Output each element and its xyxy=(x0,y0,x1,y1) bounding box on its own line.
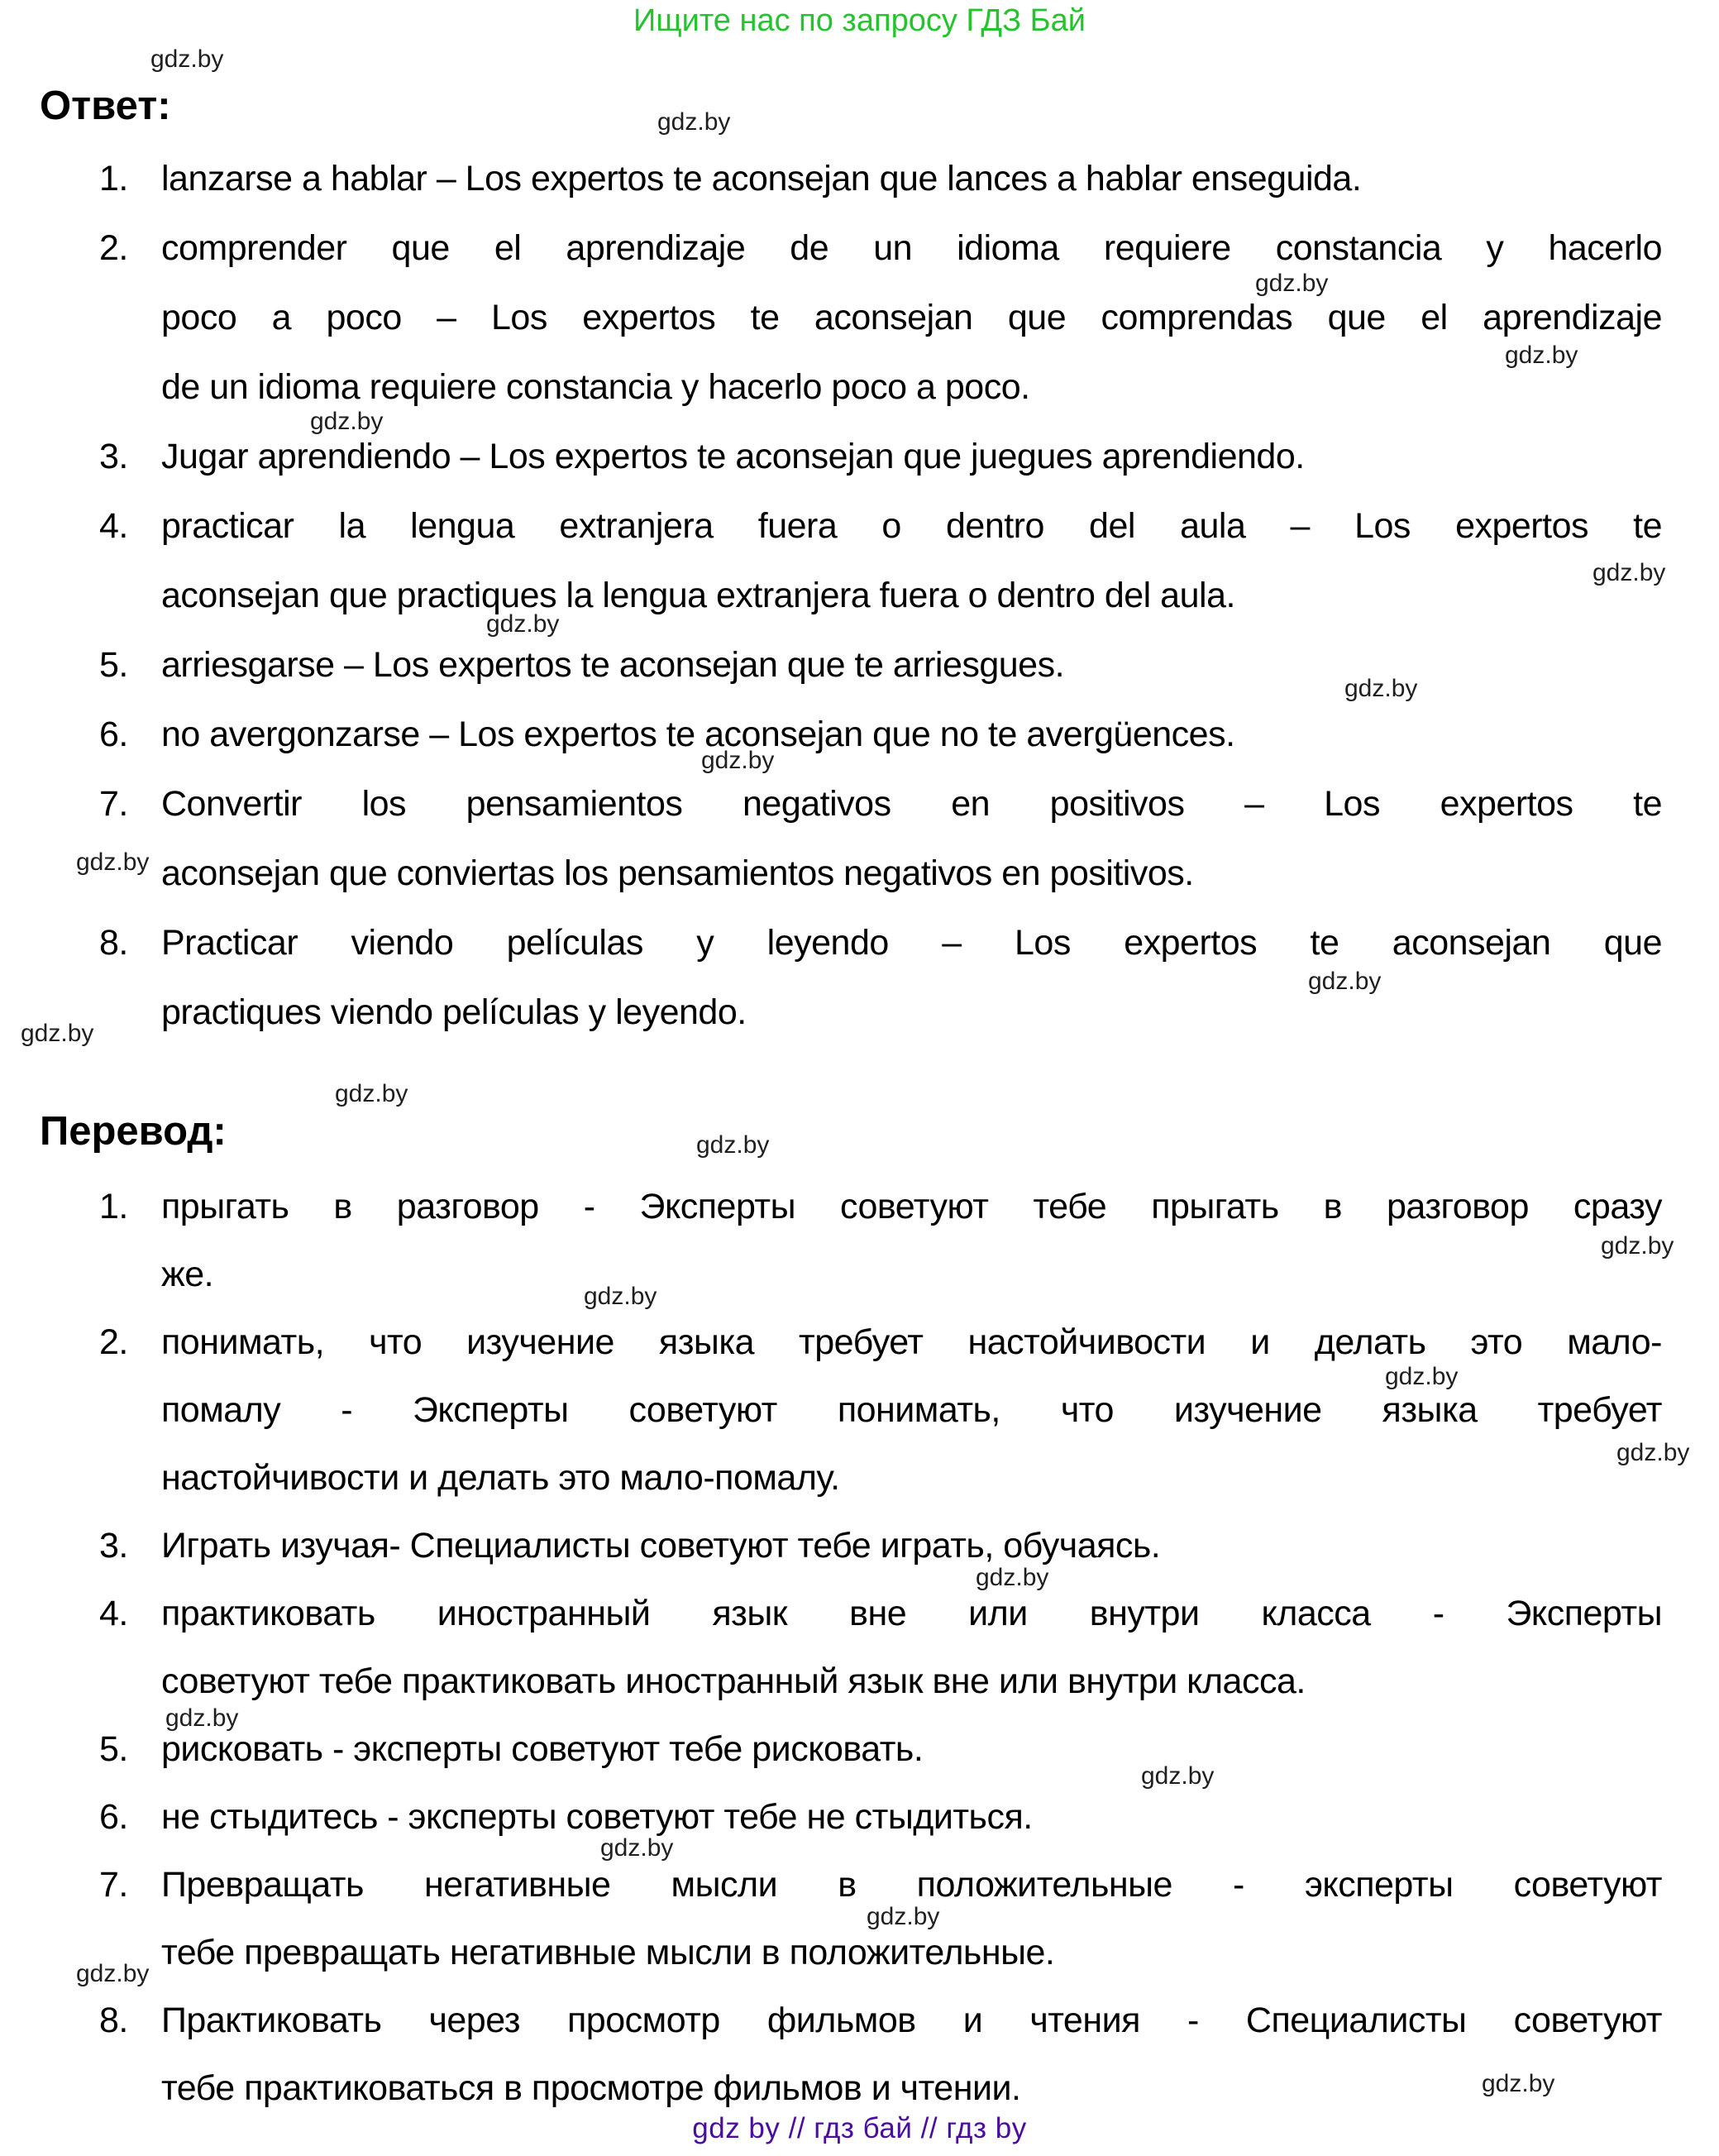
text-line: же. xyxy=(161,1255,214,1294)
text-line: practicar la lengua extranjera fuera o dentro del aula – Los expertos te xyxy=(161,506,1662,546)
translation-heading: Перевод: xyxy=(40,1109,227,1154)
text-line: тебе практиковаться в просмотре фильмов и чтении. xyxy=(161,2068,1021,2108)
text-line: понимать, что изучение языка требует настойчивости и делать это мало- xyxy=(161,1322,1662,1362)
text-line: practiques viendo películas y leyendo. xyxy=(161,992,747,1032)
item-number: 1. xyxy=(99,159,128,198)
gdz-watermark: gdz.by xyxy=(21,1020,94,1047)
gdz-watermark: gdz.by xyxy=(657,108,731,136)
gdz-watermark: gdz.by xyxy=(150,45,224,73)
gdz-watermark: gdz.by xyxy=(1308,968,1382,995)
list-item xyxy=(0,491,1662,630)
list-item xyxy=(0,908,1662,1047)
item-number: 5. xyxy=(99,1729,128,1769)
list-item xyxy=(0,1715,1662,1783)
item-number: 4. xyxy=(99,506,128,546)
list-item xyxy=(0,422,1662,491)
gdz-watermark: gdz.by xyxy=(696,1131,770,1159)
item-number: 8. xyxy=(99,2001,128,2040)
list-item xyxy=(0,213,1662,422)
text-line: no avergonzarse – Los expertos te aconsejan que no te avergüences. xyxy=(161,715,1235,754)
list-item xyxy=(0,1986,1662,2122)
text-line: Convertir los pensamientos negativos en positivos – Los expertos te xyxy=(161,784,1662,824)
text-line: прыгать в разговор - Эксперты советуют тебе прыгать в разговор сразу xyxy=(161,1187,1662,1226)
text-line: Practicar viendo películas y leyendo – Los expertos te aconsejan que xyxy=(161,923,1662,963)
text-line: Практиковать через просмотр фильмов и чтения - Специалисты советуют xyxy=(161,2001,1662,2040)
list-item xyxy=(0,769,1662,908)
text-line: aconsejan que conviertas los pensamientos negativos en positivos. xyxy=(161,853,1194,893)
list-item xyxy=(0,1851,1662,1986)
item-number: 2. xyxy=(99,1322,128,1362)
text-line: Играть изучая- Специалисты советуют тебе играть, обучаясь. xyxy=(161,1526,1161,1566)
gdz-watermark: gdz.by xyxy=(486,610,560,638)
item-number: 3. xyxy=(99,1526,128,1566)
item-number: 5. xyxy=(99,645,128,685)
gdz-watermark: gdz.by xyxy=(1385,1363,1459,1390)
text-line: de un idioma requiere constancia y hacerlo poco a poco. xyxy=(161,367,1030,407)
list-item xyxy=(0,1173,1662,1308)
item-number: 8. xyxy=(99,923,128,963)
text-line: poco a poco – Los expertos te aconsejan que comprendas que el aprendizaje xyxy=(161,298,1662,337)
gdz-watermark: gdz.by xyxy=(1616,1439,1690,1466)
text-line: советуют тебе практиковать иностранный язык вне или внутри класса. xyxy=(161,1661,1306,1701)
promo-header-text: Ищите нас по запросу ГДЗ Бай xyxy=(633,3,1086,38)
answer-list xyxy=(0,144,1662,1047)
gdz-watermark: gdz.by xyxy=(867,1903,940,1930)
text-line: тебе превращать негативные мысли в положительные. xyxy=(161,1933,1055,1972)
gdz-watermark: gdz.by xyxy=(76,849,150,876)
gdz-watermark: gdz.by xyxy=(1601,1232,1674,1260)
gdz-watermark: gdz.by xyxy=(335,1080,408,1107)
item-number: 6. xyxy=(99,715,128,754)
item-number: 7. xyxy=(99,1865,128,1905)
footer-links: gdz by // гдз бай // гдз by xyxy=(692,2112,1027,2144)
gdz-watermark: gdz.by xyxy=(600,1834,674,1862)
list-item xyxy=(0,700,1662,769)
gdz-watermark: gdz.by xyxy=(1255,270,1329,297)
text-line: Jugar aprendiendo – Los expertos te aconsejan que juegues aprendiendo. xyxy=(161,437,1305,476)
list-item xyxy=(0,1783,1662,1851)
item-number: 3. xyxy=(99,437,128,476)
text-line: помалу - Эксперты советуют понимать, что изучение языка требует xyxy=(161,1390,1662,1430)
text-line: настойчивости и делать это мало-помалу. xyxy=(161,1458,840,1498)
text-line: рисковать - эксперты советуют тебе рисковать. xyxy=(161,1729,924,1769)
gdz-watermark: gdz.by xyxy=(76,1960,150,1987)
text-line: aconsejan que practiques la lengua extranjera fuera o dentro del aula. xyxy=(161,576,1235,615)
text-line: arriesgarse – Los expertos te aconsejan que te arriesgues. xyxy=(161,645,1065,685)
item-number: 1. xyxy=(99,1187,128,1226)
gdz-watermark: gdz.by xyxy=(1592,559,1666,586)
gdz-watermark: gdz.by xyxy=(701,747,775,774)
gdz-watermark: gdz.by xyxy=(584,1283,657,1310)
item-number: 7. xyxy=(99,784,128,824)
gdz-watermark: gdz.by xyxy=(1505,342,1578,369)
gdz-watermark: gdz.by xyxy=(1141,1762,1215,1790)
gdz-watermark: gdz.by xyxy=(165,1704,239,1732)
item-number: 4. xyxy=(99,1594,128,1633)
gdz-watermark: gdz.by xyxy=(1482,2070,1555,2097)
text-line: практиковать иностранный язык вне или внутри класса - Эксперты xyxy=(161,1594,1662,1633)
list-item xyxy=(0,1512,1662,1580)
text-line: не стыдитесь - эксперты советуют тебе не стыдиться. xyxy=(161,1797,1033,1837)
text-line: comprender que el aprendizaje de un idioma requiere constancia y hacerlo xyxy=(161,228,1662,268)
item-number: 2. xyxy=(99,228,128,268)
translation-list xyxy=(0,1173,1662,2122)
list-item xyxy=(0,144,1662,213)
text-line: lanzarse a hablar – Los expertos te aconsejan que lances a hablar enseguida. xyxy=(161,159,1362,198)
gdz-watermark: gdz.by xyxy=(976,1564,1049,1591)
list-item xyxy=(0,1580,1662,1715)
gdz-watermark: gdz.by xyxy=(310,408,384,435)
list-item xyxy=(0,1308,1662,1512)
text-line: Превращать негативные мысли в положительные - эксперты советуют xyxy=(161,1865,1662,1905)
item-number: 6. xyxy=(99,1797,128,1837)
answer-heading: Ответ: xyxy=(40,84,171,128)
gdz-watermark: gdz.by xyxy=(1344,675,1418,702)
